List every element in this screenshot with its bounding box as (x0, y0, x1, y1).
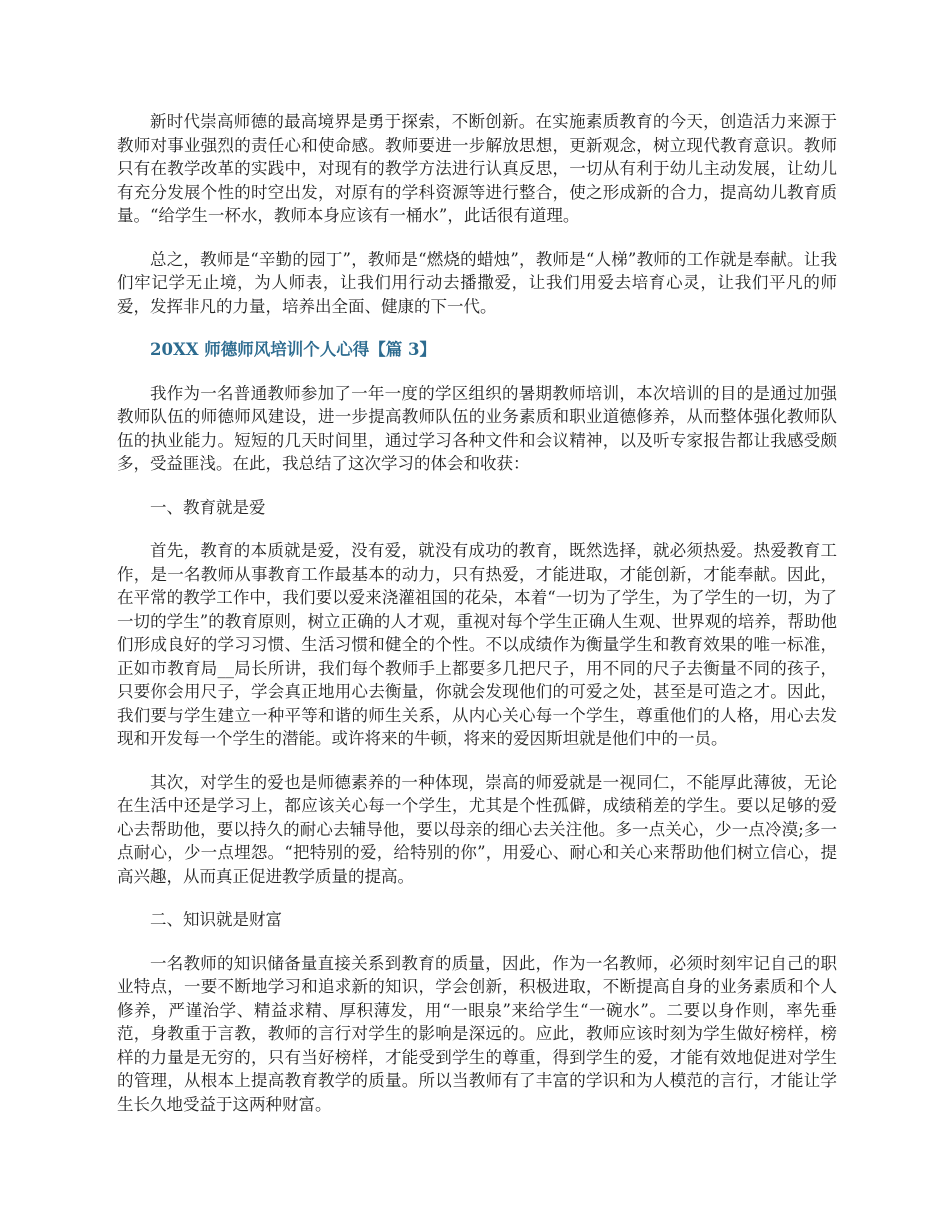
paragraph-second: 其次，对学生的爱也是师德素养的一种体现，崇高的师爱就是一视同仁，不能厚此薄彼，无论在生活中还是学习上，都应该关心每一个学生，尤其是个性孤僻，成绩稍差的学生。要以足够的爱心去帮助他，要以持久的耐心去辅导他，要以母亲的细心去关注他。多一点关心，少一点冷漠;多一点耐心，少一点埋怨。“把特别的爱，给特别的你”，用爱心、耐心和关心来帮助他们树立信心，提高兴趣，从而真正促进教学质量的提高。 (117, 772, 837, 886)
section-heading: 20XX 师德师风培训个人心得【篇 3】 (150, 340, 437, 359)
subheading-education-is-love: 一、教育就是爱 (150, 497, 266, 517)
paragraph-first: 首先，教育的本质就是爱，没有爱，就没有成功的教育，既然选择，就必须热爱。热爱教育工作，是一名教师从事教育工作最基本的动力，只有热爱，才能进取，才能创新，才能奉献。因此，在平常的教学工作中，我们要以爱来浇灌祖国的花朵，本着“一切为了学生，为了学生的一切，为了一切的学生”的教育原则，树立正确的人才观，重视对每个学生正确人生观、世界观的培养，帮助他们形成良好的学习习惯、生活习惯和健全的个性。不以成绩作为衡量学生和教育效果的唯一标准，正如市教育局__局长所讲，我们每个教师手上都要多几把尺子，用不同的尺子去衡量不同的孩子，只要你会用尺子，学会真正地用心去衡量，你就会发现他们的可爱之处，甚至是可造之才。因此，我们要与学生建立一种平等和谐的师生关系，从内心关心每一个学生，尊重他们的人格，用心去发现和开发每一个学生的潜能。或许将来的牛顿，将来的爱因斯坦就是他们中的一员。 (117, 541, 837, 748)
subheading-knowledge-is-wealth: 二、知识就是财富 (150, 910, 282, 929)
paragraph-intro: 我作为一名普通教师参加了一年一度的学区组织的暑期教师培训，本次培训的目的是通过加强教师队伍的师德师风建设，进一步提高教师队伍的业务素质和职业道德修养，从而整体强化教师队伍的执业能力。短短的几天时间里，通过学习各种文件和会议精神，以及听专家报告都让我感受颇多，受益匪浅。在此，我总结了这次学习的体会和收获： (117, 383, 837, 473)
paragraph-conclusion: 总之，教师是“辛勤的园丁”，教师是“燃烧的蜡烛”，教师是“人梯”教师的工作就是奉献。让我们牢记学无止境，为人师表，让我们用行动去播撒爱，让我们用爱去培育心灵，让我们平凡的师爱，发挥非凡的力量，培养出全面、健康的下一代。 (117, 249, 837, 316)
paragraph-innovation: 新时代崇高师德的最高境界是勇于探索，不断创新。在实施素质教育的今天，创造活力来源于教师对事业强烈的责任心和使命感。教师要进一步解放思想，更新观念，树立现代教育意识。教师只有在教学改革的实践中，对现有的教学方法进行认真反思，一切从有利于幼儿主动发展，让幼儿有充分发展个性的时空出发，对原有的学科资源等进行整合，使之形成新的合力，提高幼儿教育质量。“给学生一杯水，教师本身应该有一桶水”，此话很有道理。 (117, 112, 837, 225)
paragraph-knowledge: 一名教师的知识储备量直接关系到教育的质量，因此，作为一名教师，必须时刻牢记自己的职业特点，一要不断地学习和追求新的知识，学会创新，积极进取，不断提高自身的业务素质和个人修养，严谨治学、精益求精、厚积薄发，用“一眼泉”来给学生“一碗水”。二要以身作则，率先垂范，身教重于言教，教师的言行对学生的影响是深远的。应此，教师应该时刻为学生做好榜样，榜样的力量是无穷的，只有当好榜样，才能受到学生的尊重，得到学生的爱，才能有效地促进对学生的管理，从根本上提高教育教学的质量。所以当教师有了丰富的学识和为人模范的言行，才能让学生长久地受益于这两种财富。 (117, 953, 837, 1114)
document-body (117, 110, 837, 1136)
